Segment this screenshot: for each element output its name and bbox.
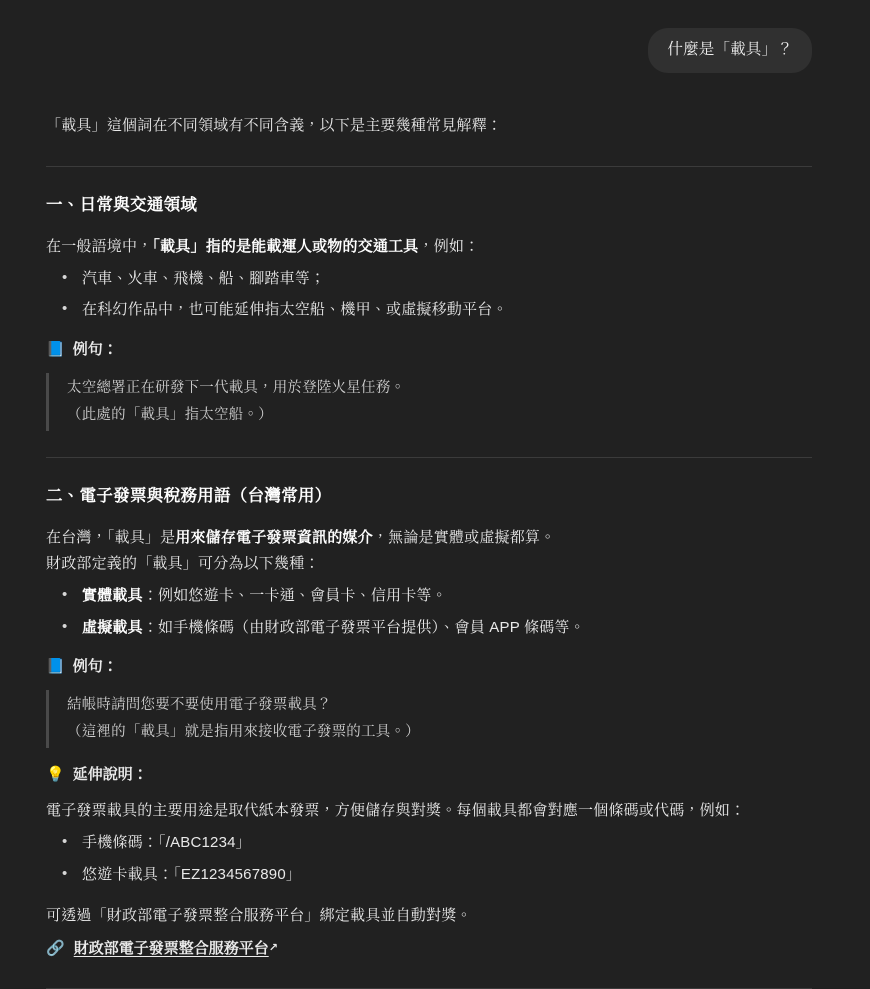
section-2-example-label-row [46,654,812,680]
section-1-lead [46,234,812,260]
list-item: • 在科幻作品中，也可能延伸指太空船、機甲、或虛擬移動平台。 [60,297,812,323]
user-message-row [46,28,812,73]
book-icon: 📘 [46,340,65,358]
book-icon: 📘 [46,658,65,676]
list-item-text: ：例如悠遊卡、一卡通、會員卡、信用卡等。 [142,587,447,605]
section-1-example-label-row [46,337,812,363]
section-1-lead-plain: 在一般語境中， [46,237,153,255]
section-2-lead-bold: 用來儲存電子發票資訊的媒介 [175,528,373,546]
quote-line: （這裡的「載具」就是指用來接收電子發票的工具。） [67,724,420,741]
section-2-lead-second: 財政部定義的「載具」可分為以下幾種： [46,554,320,572]
quote-line: 太空總署正在研發下一代載具，用於登陸火星任務。 [67,380,406,397]
quote-line: 結帳時請問您要不要使用電子發票載具？ [67,697,332,714]
assistant-message [46,113,812,989]
section-1-quote [46,373,812,431]
section-divider-2 [46,457,812,458]
quote-line: （此處的「載具」指太空船。） [67,406,273,423]
list-item: • 汽車、火車、飛機、船、腳踏車等； [60,266,812,292]
section-2-bullet-list [46,583,812,640]
section-2-lead-plain: 在台灣，「載具」是 [46,528,176,546]
section-1-example-label: 例句： [72,340,118,358]
section-2-example-label: 例句： [72,658,118,676]
section-heading-einvoice: 二、電子發票與稅務用語（台灣常用） [46,486,332,505]
lightbulb-icon: 💡 [46,765,65,783]
list-item [60,583,812,609]
einvoice-platform-link[interactable] [74,936,278,962]
section-2-extended-label: 延伸說明： [72,765,148,783]
section-2-lead-tail: ，無論是實體或虛擬都算。 [372,528,556,546]
user-message-bubble[interactable]: 什麼是「載具」？ [648,28,812,73]
section-2-extended-label-row [46,762,812,788]
assistant-intro-paragraph: 「載具」這個詞在不同領域有不同含義，以下是主要幾種常見解釋： [46,117,503,135]
section-2-lead [46,525,812,551]
section-1-bullet-list [46,266,812,323]
section-2-quote [46,690,812,748]
list-item-term: 虛擬載具 [82,618,143,636]
list-item-text: ：如手機條碼（由財政部電子發票平台提供）、會員 APP 條碼等。 [142,618,585,636]
section-heading-transport: 一、日常與交通領域 [46,195,198,214]
external-arrow-icon: ↗ [268,941,278,954]
list-item: • 手機條碼：「/ABC1234」 [60,830,812,856]
list-item: • 悠遊卡載具：「EZ1234567890」 [60,862,812,888]
section-2-extended-text: 電子發票載具的主要用途是取代紙本發票，方便儲存與對獎。每個載具都會對應一個條碼或代碼，例如： [46,802,746,820]
einvoice-platform-link-label: 財政部電子發票整合服務平台 [73,939,269,957]
section-divider-1 [46,166,812,167]
section-2-extended-bullet-list [46,830,812,887]
section-2-closing-text: 可透過「財政部電子發票整合服務平台」綁定載具並自動對獎。 [46,907,472,925]
external-link-row[interactable] [46,936,812,962]
list-item-term: 實體載具 [82,587,143,605]
section-1-lead-bold: 「載具」指的是能載運人或物的交通工具 [152,237,419,255]
link-icon: 🔗 [46,939,65,957]
list-item [60,615,812,641]
section-1-lead-tail: ，例如： [418,237,480,255]
